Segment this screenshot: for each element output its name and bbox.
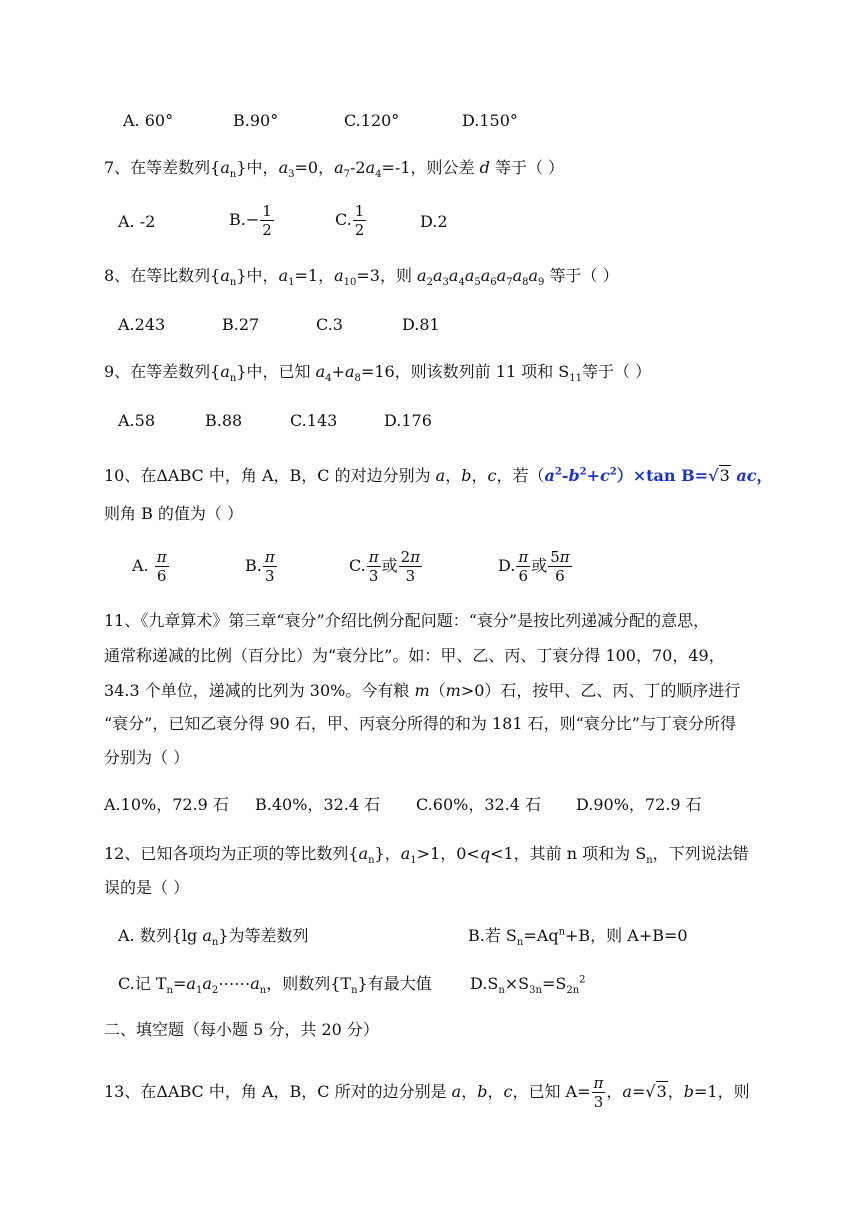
- q11-option-d: D.90%，72.9 石: [576, 795, 702, 814]
- q10-option-c: C. $\frac{\pi}{3}$ 或 $\frac{2\pi}{3}$: [349, 548, 421, 585]
- q9-stem: 9、在等差数列$\{a_n\}$中，已知 $a_4+a_8=16$，则该数列前 11 项和 $S_{11}$等于（ ）: [104, 362, 652, 385]
- q7-option-c: C. $\frac{1}{2}$: [335, 202, 365, 239]
- q10-option-b: B. $\frac{\pi}{3}$: [245, 548, 275, 585]
- q11-line1: 11、《九章算术》第三章“衰分”介绍比例分配问题：“衰分”是按比列递减分配的意思，: [104, 611, 710, 630]
- q12-option-c: C.记 $T_n=a_1a_2\cdots\cdots a_n$，则数列$\{T_n\}$有最大值: [118, 974, 432, 997]
- q7-stem: 7、在等差数列$\{a_n\}$中，$a_3=0$，$a_7-2a_4=-1$，则公差 d 等于（ ）: [104, 158, 565, 181]
- q8-option-c: C.3: [316, 315, 343, 334]
- q6-option-a: A. 60°: [123, 111, 174, 130]
- q6-option-b: B.90°: [233, 111, 279, 130]
- q8-option-a: A.243: [118, 315, 166, 334]
- q12-option-b: B.若 $S_n=Aq^n+B$，则 A+B=0: [468, 926, 688, 949]
- q11-option-b: B.40%，32.4 石: [255, 795, 381, 814]
- q9-option-b: B.88: [205, 411, 243, 430]
- q12-line2: 误的是（ ）: [104, 878, 190, 897]
- q7-option-a: A. -2: [118, 212, 156, 231]
- q6-option-d: D.150°: [462, 111, 518, 130]
- q11-option-c: C.60%，32.4 石: [416, 795, 542, 814]
- q9-option-d: D.176: [384, 411, 432, 430]
- q8-option-d: D.81: [402, 315, 440, 334]
- q11-line5: 分别为（ ）: [104, 748, 190, 767]
- q11-line2: 通常称递减的比例（百分比）为“衰分比”。如：甲、乙、丙、丁衰分得 100，70，49，: [104, 646, 725, 665]
- q9-option-a: A.58: [118, 411, 155, 430]
- section-heading-fill-in: 二、填空题（每小题 5 分，共 20 分）: [104, 1020, 379, 1039]
- q7-option-d: D.2: [420, 212, 448, 231]
- q12-line1: 12、已知各项均为正项的等比数列$\{a_n\}$，$a_1>1$，0<q<1，其前 n 项和为 $S_n$，下列说法错: [104, 844, 749, 867]
- q7-option-b: B.− $\frac{1}{2}$: [229, 202, 272, 239]
- q11-line3: 34.3 个单位，递减的比列为 30%。今有粮 m（m>0）石，按甲、乙、丙、丁的顺序进行: [104, 681, 741, 700]
- q10-option-d: D. $\frac{\pi}{6}$ 或 $\frac{5\pi}{6}$: [498, 548, 570, 585]
- q9-option-c: C.143: [290, 411, 338, 430]
- q8-option-b: B.27: [222, 315, 260, 334]
- q6-option-c: C.120°: [344, 111, 400, 130]
- q10-option-a: A. $\frac{\pi}{6}$: [132, 548, 167, 585]
- q12-option-a: A. 数列{lg $a_n$}为等差数列: [118, 926, 309, 949]
- q8-stem: 8、在等比数列$\{a_n\}$中，$a_1=1$，$a_{10}=3$，则 $a_2a_3a_4a_5a_6a_7a_8a_9$ 等于（ ）: [104, 266, 619, 289]
- q10-stem-line2: 则角 B 的值为（ ）: [104, 504, 244, 523]
- q10-stem-line1: 10、在ΔABC 中，角 A，B，C 的对边分别为 a，b，c，若$(a^2-b^2+c^2)\times\tan$ B=√3 ac，: [104, 466, 773, 485]
- q11-line4: “衰分”，已知乙衰分得 90 石，甲、丙衰分所得的和为 181 石，则“衰分比”与丁衰分所得: [104, 714, 736, 733]
- q13-stem: 13、在ΔABC 中，角 A，B，C 所对的边分别是 a，b，c，已知 A= $\frac{\pi}{3}$ ，a=√3，b=1，则: [104, 1074, 750, 1111]
- q11-option-a: A.10%，72.9 石: [104, 795, 229, 814]
- q12-option-d: $D.S_n\times S_{3n}=S_{2n}^2$: [470, 974, 586, 997]
